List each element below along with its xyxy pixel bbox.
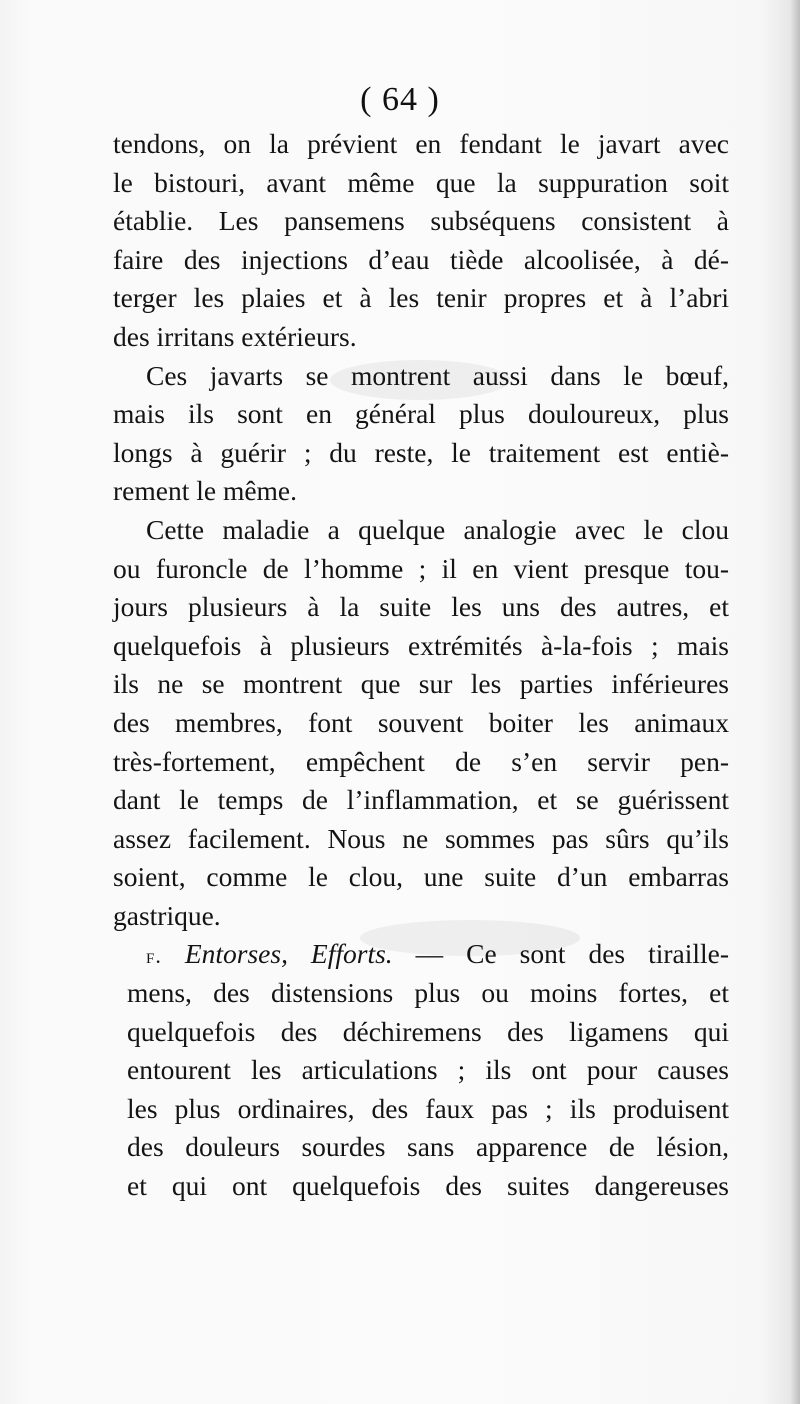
text-line: dant le temps de l’inflammation, et se guérissent (113, 784, 729, 816)
text-line: établie. Les pansemens subséquens consistent à (113, 205, 729, 237)
text-line: entourent les articulations ; ils ont pour causes (127, 1054, 729, 1086)
text-line: soient, comme le clou, une suite d’un embarras (113, 861, 729, 893)
text-line: quelquefois des déchiremens des ligamens qui (127, 1015, 729, 1047)
body-text (113, 125, 729, 1206)
text-line: gastrique. (113, 899, 221, 931)
text-line: faire des injections d’eau tiède alcoolisée, à dé- (113, 243, 729, 275)
text-line: Ces javarts se montrent aussi dans le bœuf, (146, 359, 729, 391)
section-letter: f. (146, 943, 162, 969)
text-line: mens, des distensions plus ou moins fortes, et (127, 977, 729, 1009)
text-line: les plus ordinaires, des faux pas ; ils produisent (127, 1092, 729, 1124)
text-line: et qui ont quelquefois des suites dangereuses (127, 1170, 729, 1202)
text-line: très-fortement, empêchent de s’en servir pen- (113, 745, 729, 777)
section-heading-line (113, 935, 729, 974)
text-line: terger les plaies et à les tenir propres et à l’abri (113, 282, 729, 314)
text-line: le bistouri, avant même que la suppuration soit (113, 166, 729, 198)
text-line: des membres, font souvent boiter les animaux (113, 706, 729, 738)
text-line: tendons, on la prévient en fendant le javart avec (113, 128, 729, 159)
text-line: ils ne se montrent que sur les parties inférieures (113, 668, 729, 700)
text-line: rement le même. (113, 475, 298, 507)
text-line: assez facilement. Nous ne sommes pas sûrs qu’ils (113, 822, 729, 854)
page-edge-shadow (790, 0, 800, 1404)
section-title: Entorses, Efforts. (184, 938, 393, 970)
text-line: quelquefois à plusieurs extrémités à-la-fois ; mais (113, 629, 729, 661)
text-line: des irritans extérieurs. (113, 320, 357, 352)
text-line: des douleurs sourdes sans apparence de lésion, (127, 1131, 729, 1163)
text-line: longs à guérir ; du reste, le traitement est entiè- (113, 436, 729, 468)
text-line: ou furoncle de l’homme ; il en vient presque tou- (113, 552, 729, 584)
text-line: mais ils sont en général plus douloureux, plus (113, 398, 729, 430)
text-line: Cette maladie a quelque analogie avec le clou (146, 513, 729, 545)
page-number: ( 64 ) (360, 81, 440, 118)
text-line: jours plusieurs à la suite les uns des autres, et (113, 591, 729, 623)
text-fragment: — Ce sont des tiraille- (392, 938, 730, 970)
